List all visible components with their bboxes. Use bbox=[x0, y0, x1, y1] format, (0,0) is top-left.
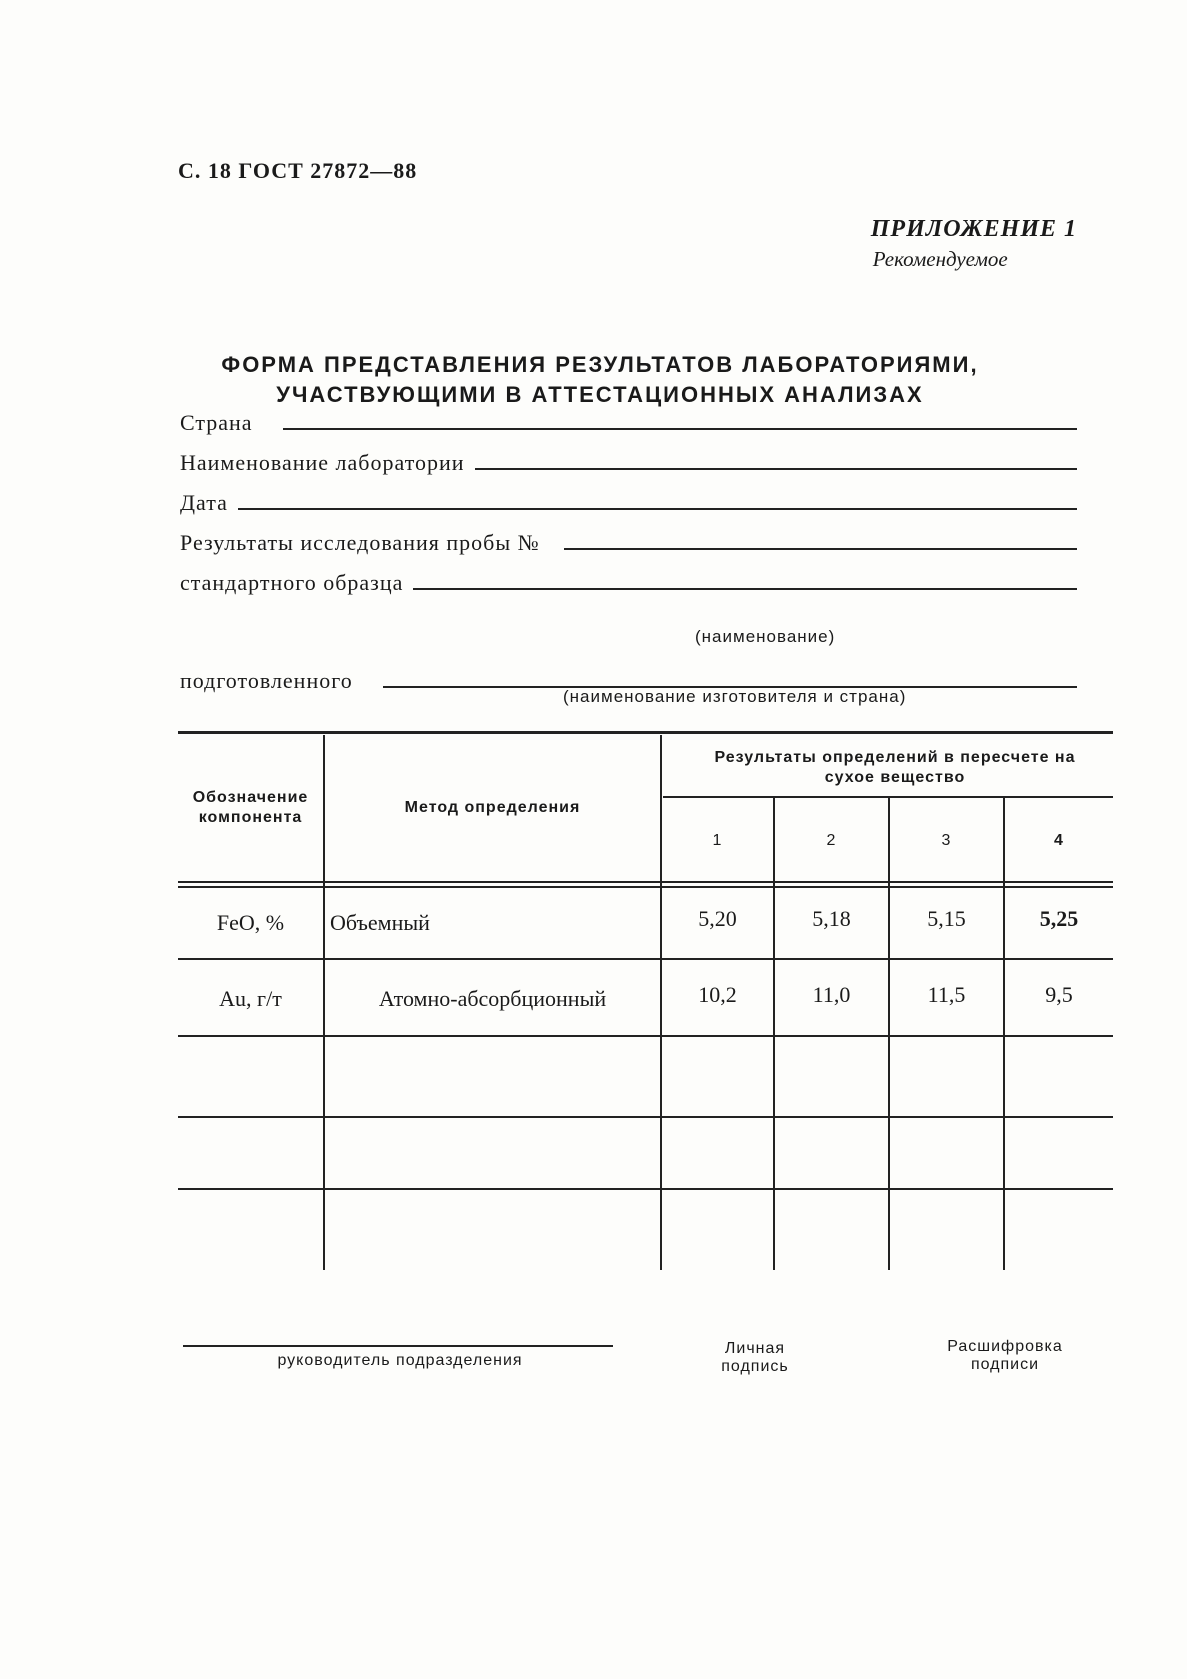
row-2-component: Au, г/т bbox=[219, 985, 282, 1011]
row-1-component: FeO, % bbox=[216, 910, 285, 935]
header-method: Метод определения bbox=[404, 799, 581, 816]
row-1-value-2: 5,18 bbox=[812, 906, 851, 931]
row-1-value-3: 5,15 bbox=[927, 906, 966, 931]
page-header: С. 18 ГОСТ 27872—88 bbox=[178, 158, 418, 183]
field-sample-results bbox=[180, 530, 1077, 556]
table-top-rule bbox=[178, 731, 1113, 734]
row-rule-3 bbox=[178, 1116, 1113, 1118]
field-country bbox=[180, 410, 1077, 436]
row-1-method: Объемный bbox=[330, 910, 430, 935]
signature-decoding-label: Расшифровка подписи bbox=[947, 1338, 1063, 1373]
field-prepared-label: подготовленного bbox=[180, 668, 353, 693]
row-2-value-4: 9,5 bbox=[1045, 981, 1073, 1007]
header-result-2: 2 bbox=[826, 831, 837, 849]
field-sample-results-line bbox=[564, 548, 1077, 550]
field-lab-name-label: Наименование лаборатории bbox=[180, 450, 465, 475]
row-2-value-2: 11,0 bbox=[812, 981, 851, 1007]
header-result-1: 1 bbox=[712, 831, 723, 849]
form-title bbox=[150, 350, 1050, 410]
row-2-value-1: 10,2 bbox=[698, 981, 737, 1007]
row-rule-2 bbox=[178, 1035, 1113, 1037]
field-standard-sample-label: стандартного образца bbox=[180, 570, 404, 595]
form-title-line-2: УЧАСТВУЮЩИМИ В АТТЕСТАЦИОННЫХ АНАЛИЗАХ bbox=[276, 382, 924, 407]
signature-head-label: руководитель подразделения bbox=[277, 1352, 523, 1369]
header-result-3: 3 bbox=[941, 831, 952, 849]
field-standard-sample bbox=[180, 570, 1077, 596]
prepared-hint: (наименование изготовителя и страна) bbox=[563, 687, 907, 706]
field-standard-sample-line bbox=[413, 588, 1077, 590]
appendix-block bbox=[871, 216, 1077, 272]
signature-line bbox=[183, 1345, 613, 1347]
field-country-line bbox=[283, 428, 1077, 430]
row-2-method: Атомно-абсорбционный bbox=[378, 985, 607, 1011]
field-date-line bbox=[238, 508, 1077, 510]
header-component: Обозначение компонента bbox=[192, 789, 309, 826]
appendix-status: Рекомендуемое bbox=[872, 247, 1008, 271]
field-lab-name-line bbox=[475, 468, 1077, 470]
standard-sample-hint: (наименование) bbox=[695, 627, 836, 646]
field-country-label: Страна bbox=[180, 410, 253, 435]
header-bottom-rule bbox=[178, 881, 1113, 883]
row-1-value-1: 5,20 bbox=[698, 906, 737, 931]
header-results: Результаты определений в пересчете на сухое вещество bbox=[714, 749, 1076, 786]
row-2-value-3: 11,5 bbox=[927, 981, 966, 1007]
field-lab-name bbox=[180, 450, 1077, 476]
row-rule-4 bbox=[178, 1188, 1113, 1190]
row-1-value-4: 5,25 bbox=[1039, 906, 1079, 931]
signature-personal-label: Личная подпись bbox=[721, 1340, 789, 1375]
field-sample-results-label: Результаты исследования пробы № bbox=[180, 530, 540, 555]
field-date-label: Дата bbox=[180, 490, 228, 515]
field-date bbox=[180, 490, 1077, 516]
form-title-line-1: ФОРМА ПРЕДСТАВЛЕНИЯ РЕЗУЛЬТАТОВ ЛАБОРАТОРИЯМИ, bbox=[221, 352, 979, 377]
appendix-title: ПРИЛОЖЕНИЕ 1 bbox=[870, 216, 1077, 242]
header-result-4: 4 bbox=[1054, 831, 1064, 849]
